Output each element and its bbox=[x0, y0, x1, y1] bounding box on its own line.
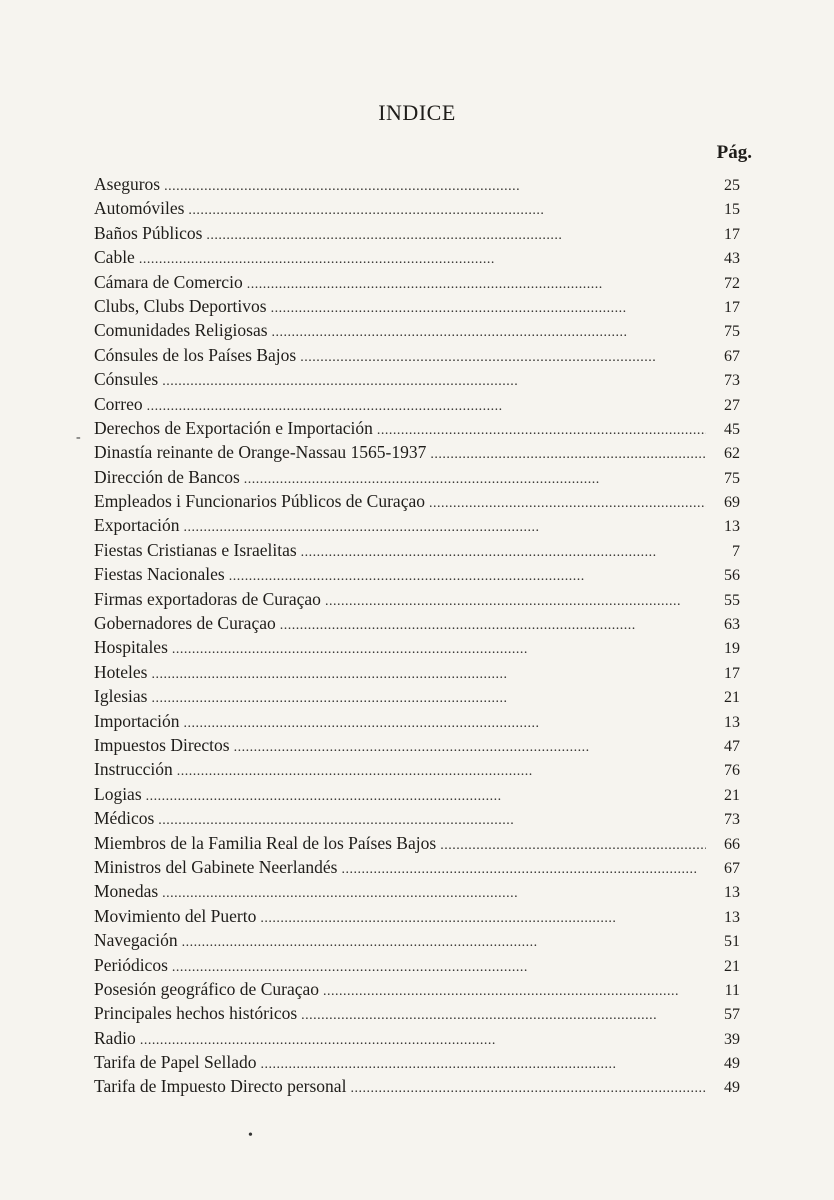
dot-leader bbox=[440, 834, 706, 858]
dot-leader bbox=[140, 1029, 706, 1053]
index-entry-label: Importación bbox=[94, 710, 180, 731]
index-entry bbox=[94, 1050, 740, 1074]
index-entry-label: Firmas exportadoras de Curaçao bbox=[94, 588, 321, 609]
index-entry bbox=[94, 465, 740, 489]
index-entry-page: 55 bbox=[724, 591, 740, 609]
index-entry-page: 69 bbox=[724, 494, 740, 512]
index-entry-label: Dinastía reinante de Orange-Nassau 1565-1937 bbox=[94, 442, 427, 463]
index-entry-page: 13 bbox=[724, 908, 740, 926]
index-entry bbox=[94, 709, 740, 733]
dot-leader bbox=[261, 1053, 706, 1077]
dot-leader bbox=[280, 614, 706, 638]
index-entry-label: Periódicos bbox=[94, 954, 168, 975]
index-entry bbox=[94, 367, 740, 391]
index-entry-page: 66 bbox=[724, 835, 740, 853]
dot-leader bbox=[247, 273, 706, 297]
index-entry bbox=[94, 538, 740, 562]
index-list bbox=[94, 172, 740, 1099]
index-entry-page: 75 bbox=[724, 469, 740, 487]
dot-leader bbox=[341, 858, 706, 882]
index-entry bbox=[94, 392, 740, 416]
index-entry bbox=[94, 855, 740, 879]
index-entry bbox=[94, 782, 740, 806]
index-entry-page: 15 bbox=[724, 201, 740, 219]
index-entry-page: 73 bbox=[724, 372, 740, 390]
dot-leader bbox=[325, 590, 706, 614]
dot-leader bbox=[300, 346, 706, 370]
dot-leader bbox=[271, 297, 706, 321]
dot-leader bbox=[151, 687, 706, 711]
dot-leader bbox=[272, 321, 706, 345]
stray-dot: • bbox=[248, 1128, 253, 1143]
index-entry bbox=[94, 928, 740, 952]
index-entry bbox=[94, 733, 740, 757]
index-entry-label: Médicos bbox=[94, 808, 155, 829]
dot-leader bbox=[162, 370, 706, 394]
index-entry-label: Instrucción bbox=[94, 759, 173, 780]
index-entry-page: 25 bbox=[724, 177, 740, 194]
index-entry-label: Posesión geográfico de Curaçao bbox=[94, 978, 319, 999]
index-entry-label: Fiestas Cristianas e Israelitas bbox=[94, 539, 297, 560]
index-entry-label: Aseguros bbox=[94, 174, 161, 194]
index-entry-label: Logias bbox=[94, 783, 142, 804]
index-entry-page: 13 bbox=[724, 713, 740, 731]
index-entry-page: 21 bbox=[724, 689, 740, 707]
index-entry bbox=[94, 635, 740, 659]
dot-leader bbox=[146, 785, 706, 809]
dot-leader bbox=[147, 395, 706, 419]
index-entry-page: 72 bbox=[724, 274, 740, 292]
index-entry-label: Empleados i Funcionarios Públicos de Curaçao bbox=[94, 491, 425, 512]
index-entry bbox=[94, 1001, 740, 1025]
index-entry-page: 17 bbox=[724, 664, 740, 682]
index-entry bbox=[94, 611, 740, 635]
index-entry-label: Clubs, Clubs Deportivos bbox=[94, 295, 267, 316]
index-entry-page: 76 bbox=[724, 762, 740, 780]
index-entry-page: 27 bbox=[724, 396, 740, 414]
dot-leader bbox=[177, 760, 706, 784]
index-entry-page: 75 bbox=[724, 323, 740, 341]
index-entry bbox=[94, 831, 740, 855]
index-entry-page: 49 bbox=[724, 1055, 740, 1073]
index-entry bbox=[94, 270, 740, 294]
index-entry-page: 43 bbox=[724, 250, 740, 268]
dot-leader bbox=[184, 712, 706, 736]
index-entry-label: Cónsules de los Países Bajos bbox=[94, 344, 297, 365]
dot-leader bbox=[139, 248, 706, 272]
index-entry bbox=[94, 1074, 740, 1098]
index-entry bbox=[94, 660, 740, 684]
dot-leader bbox=[350, 1077, 706, 1101]
index-entry-label: Ministros del Gabinete Neerlandés bbox=[94, 856, 338, 877]
index-entry-label: Movimiento del Puerto bbox=[94, 905, 257, 926]
dot-leader bbox=[188, 199, 706, 223]
index-entry bbox=[94, 587, 740, 611]
index-entry-label: Principales hechos históricos bbox=[94, 1003, 298, 1024]
index-entry bbox=[94, 416, 740, 440]
index-entry bbox=[94, 953, 740, 977]
index-entry-label: Radio bbox=[94, 1027, 136, 1048]
index-entry-label: Impuestos Directos bbox=[94, 734, 230, 755]
index-entry-page: 49 bbox=[724, 1079, 740, 1097]
index-entry bbox=[94, 879, 740, 903]
index-entry bbox=[94, 196, 740, 220]
dot-leader bbox=[164, 175, 706, 199]
index-entry bbox=[94, 904, 740, 928]
margin-mark: - bbox=[76, 430, 81, 445]
index-entry-page: 7 bbox=[732, 542, 740, 560]
dot-leader bbox=[158, 809, 706, 833]
index-entry bbox=[94, 513, 740, 537]
index-entry bbox=[94, 489, 740, 513]
dot-leader bbox=[234, 736, 706, 760]
index-entry-page: 39 bbox=[724, 1030, 740, 1048]
dot-leader bbox=[430, 443, 706, 467]
index-entry-page: 57 bbox=[724, 1006, 740, 1024]
dot-leader bbox=[162, 882, 706, 906]
index-entry-label: Hoteles bbox=[94, 661, 148, 682]
index-entry-page: 47 bbox=[724, 737, 740, 755]
index-entry bbox=[94, 294, 740, 318]
dot-leader bbox=[172, 956, 706, 980]
index-entry-label: Baños Públicos bbox=[94, 222, 203, 243]
index-entry-label: Monedas bbox=[94, 881, 159, 902]
index-entry-label: Correo bbox=[94, 393, 143, 414]
index-entry-page: 21 bbox=[724, 786, 740, 804]
index-entry-label: Gobernadores de Curaçao bbox=[94, 613, 276, 634]
dot-leader bbox=[323, 980, 706, 1004]
index-entry bbox=[94, 343, 740, 367]
dot-leader bbox=[172, 638, 706, 662]
index-entry-label: Tarifa de Papel Sellado bbox=[94, 1052, 257, 1073]
page-column-header: Pág. bbox=[716, 142, 752, 163]
index-entry-page: 13 bbox=[724, 884, 740, 902]
index-entry bbox=[94, 440, 740, 464]
index-entry bbox=[94, 221, 740, 245]
index-entry-label: Navegación bbox=[94, 930, 178, 951]
index-entry-label: Fiestas Nacionales bbox=[94, 564, 225, 585]
index-entry-page: 56 bbox=[724, 567, 740, 585]
dot-leader bbox=[184, 516, 706, 540]
dot-leader bbox=[377, 419, 706, 443]
index-entry bbox=[94, 172, 740, 196]
dot-leader bbox=[301, 541, 706, 565]
index-entry bbox=[94, 806, 740, 830]
index-entry-label: Dirección de Bancos bbox=[94, 466, 240, 487]
index-entry-label: Hospitales bbox=[94, 637, 168, 658]
index-entry-page: 67 bbox=[724, 859, 740, 877]
index-entry-label: Derechos de Exportación e Importación bbox=[94, 417, 373, 438]
index-entry bbox=[94, 318, 740, 342]
index-entry bbox=[94, 562, 740, 586]
dot-leader bbox=[301, 1004, 706, 1028]
dot-leader bbox=[229, 565, 706, 589]
index-entry-label: Comunidades Religiosas bbox=[94, 320, 268, 341]
index-entry-page: 19 bbox=[724, 640, 740, 658]
index-entry bbox=[94, 757, 740, 781]
dot-leader bbox=[244, 468, 706, 492]
index-entry-page: 62 bbox=[724, 445, 740, 463]
index-entry-page: 13 bbox=[724, 518, 740, 536]
dot-leader bbox=[151, 663, 706, 687]
index-entry-page: 17 bbox=[724, 298, 740, 316]
index-entry-label: Cónsules bbox=[94, 369, 159, 390]
index-entry-label: Miembros de la Familia Real de los Países Bajos bbox=[94, 832, 437, 853]
dot-leader bbox=[206, 224, 706, 248]
index-entry-page: 17 bbox=[724, 225, 740, 243]
dot-leader bbox=[182, 931, 706, 955]
index-entry-page: 21 bbox=[724, 957, 740, 975]
index-entry-page: 11 bbox=[724, 981, 740, 999]
index-entry-page: 63 bbox=[724, 616, 740, 634]
page-title: INDICE bbox=[378, 100, 456, 125]
dot-leader bbox=[429, 492, 706, 516]
index-entry-page: 51 bbox=[724, 933, 740, 951]
index-entry-label: Cable bbox=[94, 247, 135, 268]
index-entry-label: Cámara de Comercio bbox=[94, 271, 243, 292]
index-entry-label: Exportación bbox=[94, 515, 180, 536]
index-entry bbox=[94, 684, 740, 708]
index-entry-page: 73 bbox=[724, 811, 740, 829]
dot-leader bbox=[260, 907, 706, 931]
index-entry bbox=[94, 1026, 740, 1050]
index-entry-page: 45 bbox=[724, 420, 740, 438]
index-entry bbox=[94, 245, 740, 269]
index-entry bbox=[94, 977, 740, 1001]
index-entry-label: Tarifa de Impuesto Directo personal bbox=[94, 1076, 347, 1097]
index-entry-label: Automóviles bbox=[94, 198, 185, 219]
index-entry-page: 67 bbox=[724, 347, 740, 365]
index-entry-label: Iglesias bbox=[94, 686, 148, 707]
